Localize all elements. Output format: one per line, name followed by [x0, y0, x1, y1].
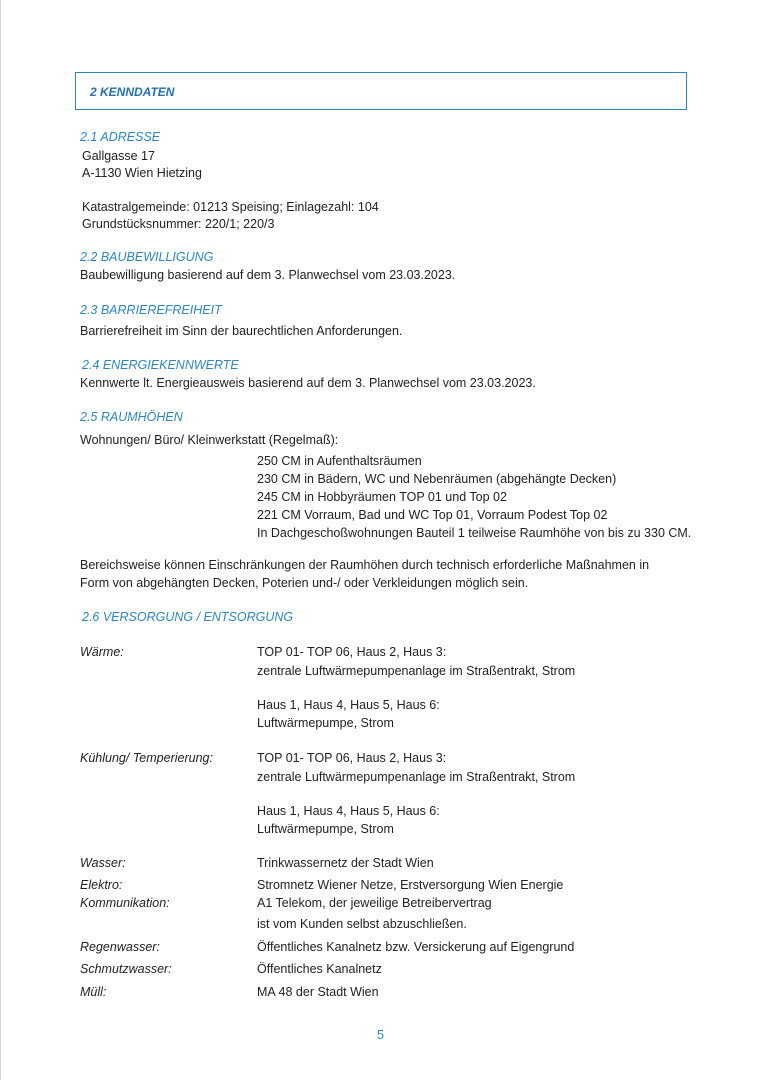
energie-text: Kennwerte lt. Energieausweis basierend auf dem 3. Planwechsel vom 23.03.2023. — [80, 376, 536, 390]
raumhoehen-item: 230 CM in Bädern, WC und Nebenräumen (abgehängte Decken) — [257, 472, 617, 486]
label-elektro: Elektro: — [80, 878, 123, 892]
label-muell: Müll: — [80, 985, 107, 999]
page-edge — [0, 0, 1, 1080]
value-waerme-line: TOP 01- TOP 06, Haus 2, Haus 3: — [257, 645, 447, 659]
heading-baubewilligung: 2.2 BAUBEWILLIGUNG — [80, 250, 214, 264]
heading-energie: 2.4 ENERGIEKENNWERTE — [82, 358, 239, 372]
value-waerme-line: Haus 1, Haus 4, Haus 5, Haus 6: — [257, 698, 440, 712]
value-waerme-line: zentrale Luftwärmepumpenanlage im Straßentrakt, Strom — [257, 664, 576, 678]
chapter-header-box — [75, 72, 687, 110]
label-regenwasser: Regenwasser: — [80, 940, 160, 954]
value-regenwasser: Öffentliches Kanalnetz bzw. Versickerung auf Eigengrund — [257, 940, 575, 954]
barrierefreiheit-text: Barrierefreiheit im Sinn der baurechtlichen Anforderungen. — [80, 324, 403, 338]
raumhoehen-item: 221 CM Vorraum, Bad und WC Top 01, Vorraum Podest Top 02 — [257, 508, 608, 522]
raumhoehen-item: 245 CM in Hobbyräumen TOP 01 und Top 02 — [257, 490, 507, 504]
raumhoehen-item: 250 CM in Aufenthaltsräumen — [257, 454, 422, 468]
address-city: A-1130 Wien Hietzing — [82, 166, 202, 180]
address-street: Gallgasse 17 — [82, 149, 155, 163]
value-schmutzwasser: Öffentliches Kanalnetz — [257, 962, 382, 976]
baubewilligung-text: Baubewilligung basierend auf dem 3. Planwechsel vom 23.03.2023. — [80, 268, 456, 282]
value-kuehlung-line: TOP 01- TOP 06, Haus 2, Haus 3: — [257, 751, 447, 765]
raumhoehen-item: In Dachgeschoßwohnungen Bauteil 1 teilweise Raumhöhe von bis zu 330 CM. — [257, 526, 692, 540]
value-kuehlung-line: zentrale Luftwärmepumpenanlage im Straßentrakt, Strom — [257, 770, 576, 784]
heading-barrierefreiheit: 2.3 BARRIEREFREIHEIT — [80, 303, 222, 317]
value-kuehlung-line: Haus 1, Haus 4, Haus 5, Haus 6: — [257, 804, 440, 818]
chapter-title: 2 KENNDATEN — [90, 85, 175, 99]
heading-adresse: 2.1 ADRESSE — [80, 130, 161, 144]
raumhoehen-note-line1: Bereichsweise können Einschränkungen der Raumhöhen durch technisch erforderliche Maßnahmen in — [80, 558, 650, 572]
raumhoehen-note-line2: Form von abgehängten Decken, Poterien und-/ oder Verkleidungen möglich sein. — [80, 576, 529, 590]
value-muell: MA 48 der Stadt Wien — [257, 985, 379, 999]
value-kommunikation: A1 Telekom, der jeweilige Betreibervertrag — [257, 896, 492, 910]
page-number: 5 — [377, 1028, 384, 1042]
heading-raumhoehen: 2.5 RAUMHÖHEN — [80, 410, 183, 424]
label-waerme: Wärme: — [80, 645, 124, 659]
value-waerme-line: Luftwärmepumpe, Strom — [257, 716, 394, 730]
address-grundstueck: Grundstücksnummer: 220/1; 220/3 — [82, 217, 275, 231]
value-kommunikation-line2: ist vom Kunden selbst abzuschließen. — [257, 917, 467, 931]
label-kuehlung: Kühlung/ Temperierung: — [80, 751, 213, 765]
address-kataster: Katastralgemeinde: 01213 Speising; Einlagezahl: 104 — [82, 200, 379, 214]
label-kommunikation: Kommunikation: — [80, 896, 170, 910]
value-wasser: Trinkwassernetz der Stadt Wien — [257, 856, 434, 870]
value-elektro: Stromnetz Wiener Netze, Erstversorgung Wien Energie — [257, 878, 564, 892]
label-wasser: Wasser: — [80, 856, 126, 870]
heading-versorgung: 2.6 VERSORGUNG / ENTSORGUNG — [82, 610, 294, 624]
label-schmutzwasser: Schmutzwasser: — [80, 962, 172, 976]
value-kuehlung-line: Luftwärmepumpe, Strom — [257, 822, 394, 836]
raumhoehen-intro: Wohnungen/ Büro/ Kleinwerkstatt (Regelmaß): — [80, 433, 339, 447]
